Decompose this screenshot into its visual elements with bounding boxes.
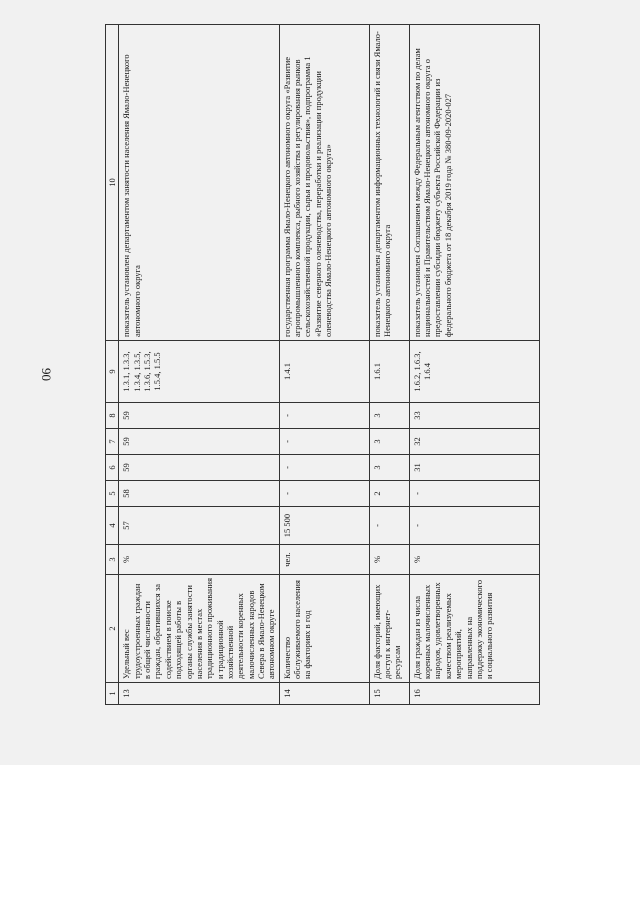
unit: % [119,545,279,575]
header-cell: 9 [106,341,119,403]
table-row [409,25,539,705]
row-number: 16 [409,683,539,705]
value-col6: 3 [369,455,409,481]
indicator-name: Доля факторий, имеющих доступ к интернет-ресурсам [369,575,409,683]
page-number: 90 [39,368,54,381]
value-col8: 33 [409,403,539,429]
unit: % [369,545,409,575]
rotated-table-container [105,25,585,705]
measure-refs: 1.6.1 [369,341,409,403]
header-cell: 8 [106,403,119,429]
header-cell: 4 [106,507,119,545]
value-col4: - [369,507,409,545]
note: показатель установлен департаментом занятости населения Ямало-Ненецкого автономного округа [119,25,279,341]
note: государственная программа Ямало-Ненецкого автономного округа «Развитие агропромышленного комплекса, рыбного хозяйства и регулирования рынков сельскохозяйственной продукции, сырья и продовольствия», подпрограмма 1 «Развитие северного оленеводства, переработки и реализации продукции оленеводства Ямало-Ненецкого автономного округа» [279,25,369,341]
value-col7: 3 [369,429,409,455]
value-col5: 58 [119,481,279,507]
value-col7: - [279,429,369,455]
value-col8: 3 [369,403,409,429]
value-col5: - [279,481,369,507]
header-cell: 6 [106,455,119,481]
value-col5: - [409,481,539,507]
value-col4: - [409,507,539,545]
row-number: 13 [119,683,279,705]
value-col4: 57 [119,507,279,545]
indicators-table [105,24,540,705]
measure-refs: 1.3.1, 1.3.3, 1.3.4, 1.3.5, 1.3.6, 1.5.3, 1.5.4, 1.5.5 [119,341,279,403]
value-col7: 32 [409,429,539,455]
header-cell: 7 [106,429,119,455]
table-row [369,25,409,705]
page-bottom-margin [0,765,640,905]
header-cell: 2 [106,575,119,683]
measure-refs: 1.4.1 [279,341,369,403]
header-cell: 3 [106,545,119,575]
header-cell: 10 [106,25,119,341]
indicator-name: Количество обслуживаемого населения на факториях в год [279,575,369,683]
unit: % [409,545,539,575]
value-col6: 59 [119,455,279,481]
value-col8: 59 [119,403,279,429]
header-cell: 1 [106,683,119,705]
value-col6: - [279,455,369,481]
note: показатель установлен Соглашением между Федеральным агентством по делам национальностей и Правительством Ямало-Ненецкого автономного округа о предоставлении субсидии бюджету субъекта Российской Федерации из федерального бюджета от 18 декабря 2019 года № 380-09-2020-027 [409,25,539,341]
header-cell: 5 [106,481,119,507]
note: показатель установлен департаментом информационных технологий и связи Ямало-Ненецкого автономного округа [369,25,409,341]
table-row [279,25,369,705]
value-col8: - [279,403,369,429]
measure-refs: 1.6.2, 1.6.3, 1.6.4 [409,341,539,403]
value-col6: 31 [409,455,539,481]
indicator-name: Удельный вес трудоустроенных граждан в общей численности граждан, обратившихся за содействием в поиске подходящей работы в органы службы занятости населения в местах традиционного проживания и традиционной хозяйственной деятельности коренных малочисленных народов Севера в Ямало-Ненецком автономном округе [119,575,279,683]
table-row [119,25,279,705]
indicator-name: Доля граждан из числа коренных малочисленных народов, удовлетворенных качеством реализуемых мероприятий, направленных на поддержку экономического и социального развития [409,575,539,683]
value-col7: 59 [119,429,279,455]
header-row [106,25,119,705]
row-number: 15 [369,683,409,705]
value-col5: 2 [369,481,409,507]
value-col4: 15 500 [279,507,369,545]
unit: чел. [279,545,369,575]
row-number: 14 [279,683,369,705]
